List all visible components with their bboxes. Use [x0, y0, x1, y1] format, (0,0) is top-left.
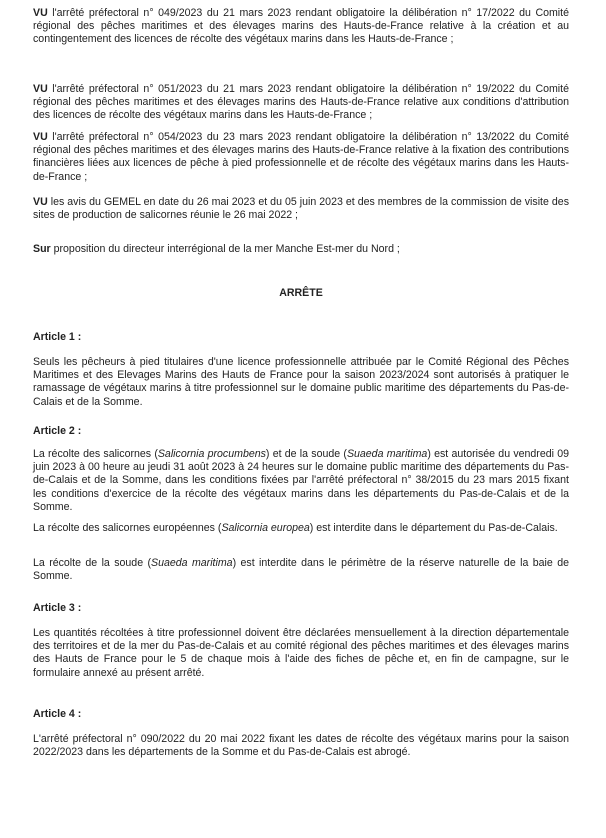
visa-keyword: VU	[33, 131, 48, 143]
species-name: Salicornia procumbens	[157, 448, 266, 460]
species-name: Salicornia europea	[221, 522, 310, 534]
text-run: La récolte des salicornes (	[33, 448, 158, 460]
visa-paragraph-1	[33, 7, 569, 47]
visa-text: l'arrêté préfectoral n° 051/2023 du 21 mars 2023 rendant obligatoire la délibération n° 19/2022 du Comité régional des pêches maritimes et des élevages marins des Hauts-de-France relative aux conditions d'attribution des licences de récolte des végétaux marins dans les Hauts-de-France ;	[33, 83, 569, 122]
article-3-heading: Article 3 :	[33, 602, 82, 614]
species-name: Suaeda maritima	[346, 448, 428, 460]
visa-keyword: VU	[33, 196, 48, 208]
article-1-paragraph: Seuls les pêcheurs à pied titulaires d'une licence professionnelle attribuée par le Comité Régional des Pêches Maritimes et des Elevages Marins des Hauts de France pour la saison 2023/2024 sont autorisés à pratiquer le ramassage de végétaux marins à titre professionnel sur le domaine public maritime des départements du Pas-de-Calais et de la Somme.	[33, 356, 569, 408]
article-4-heading: Article 4 :	[33, 708, 82, 720]
article-2-paragraph-3	[33, 557, 569, 583]
text-run: ) est autorisée du vendredi 09 juin 2023 à 00 heure au jeudi 31 août 2023 à 24 heures sur le domaine public maritime des départements du Pas-de-Calais et de la Somme, dans les conditions fixées par l'arrêté préfectoral n° 38/2015 du 23 mars 2015 fixant les conditions d'exercice de la récolte des végétaux marins dans les départements du Pas-de-Calais et de la Somme.	[33, 448, 569, 513]
article-3-paragraph: Les quantités récoltées à titre professionnel doivent être déclarées mensuellement à la direction départementale des territoires et de la mer du Pas-de-Calais et au comité régional des pêches maritimes et des élevages marins des Hauts de France pour le 5 de chaque mois à l'aide des fiches de pêche et, en fin de campagne, sur le formulaire annexé au présent arrêté.	[33, 627, 569, 679]
visa-paragraph-3	[33, 131, 569, 184]
visa-paragraph-4	[33, 196, 569, 222]
visa-paragraph-2	[33, 83, 569, 123]
article-1-heading: Article 1 :	[33, 331, 82, 343]
text-run: La récolte des salicornes européennes (	[33, 522, 222, 534]
article-2-paragraph-1	[33, 448, 569, 514]
visa-text: les avis du GEMEL en date du 26 mai 2023 et du 05 juin 2023 et des membres de la commission de visite des sites de production de salicornes réunie le 26 mai 2022 ;	[33, 196, 569, 222]
proposition-paragraph	[33, 243, 569, 256]
visa-keyword: VU	[33, 83, 48, 95]
visa-text: l'arrêté préfectoral n° 049/2023 du 21 mars 2023 rendant obligatoire la délibération n° 17/2022 du Comité régional des pêches maritimes et des élevages marins des Hauts-de-France relative à la création et au contingentement des licences de récolte des végétaux marins dans les Hauts-de-France ;	[33, 7, 569, 46]
text-run: ) est interdite dans le département du Pas-de-Calais.	[309, 522, 558, 534]
proposition-keyword: Sur	[33, 243, 51, 255]
arrete-title: ARRÊTE	[279, 287, 323, 299]
visa-keyword: VU	[33, 7, 48, 19]
proposition-text: proposition du directeur interrégional de la mer Manche Est-mer du Nord ;	[50, 243, 400, 255]
text-run: La récolte de la soude (	[33, 557, 152, 569]
article-2-heading: Article 2 :	[33, 425, 82, 437]
text-run: ) et de la soude (	[265, 448, 347, 460]
article-2-paragraph-2	[33, 522, 569, 535]
visa-text: l'arrêté préfectoral n° 054/2023 du 23 mars 2023 rendant obligatoire la délibération n° 13/2022 du Comité régional des pêches maritimes et des élevages marins des Hauts-de-France relative à la fixation des contributions financières liées aux licences de pêche à pied professionnelle et de récolte des végétaux marins dans les Hauts-de-France ;	[33, 131, 569, 183]
text-run: ) est interdite dans le périmètre de la réserve naturelle de la baie de Somme.	[33, 557, 569, 583]
species-name: Suaeda maritima	[151, 557, 233, 569]
article-4-paragraph: L'arrêté préfectoral n° 090/2022 du 20 mai 2022 fixant les dates de récolte des végétaux marins pour la saison 2022/2023 dans les départements de la Somme et du Pas-de-Calais est abrogé.	[33, 733, 569, 759]
